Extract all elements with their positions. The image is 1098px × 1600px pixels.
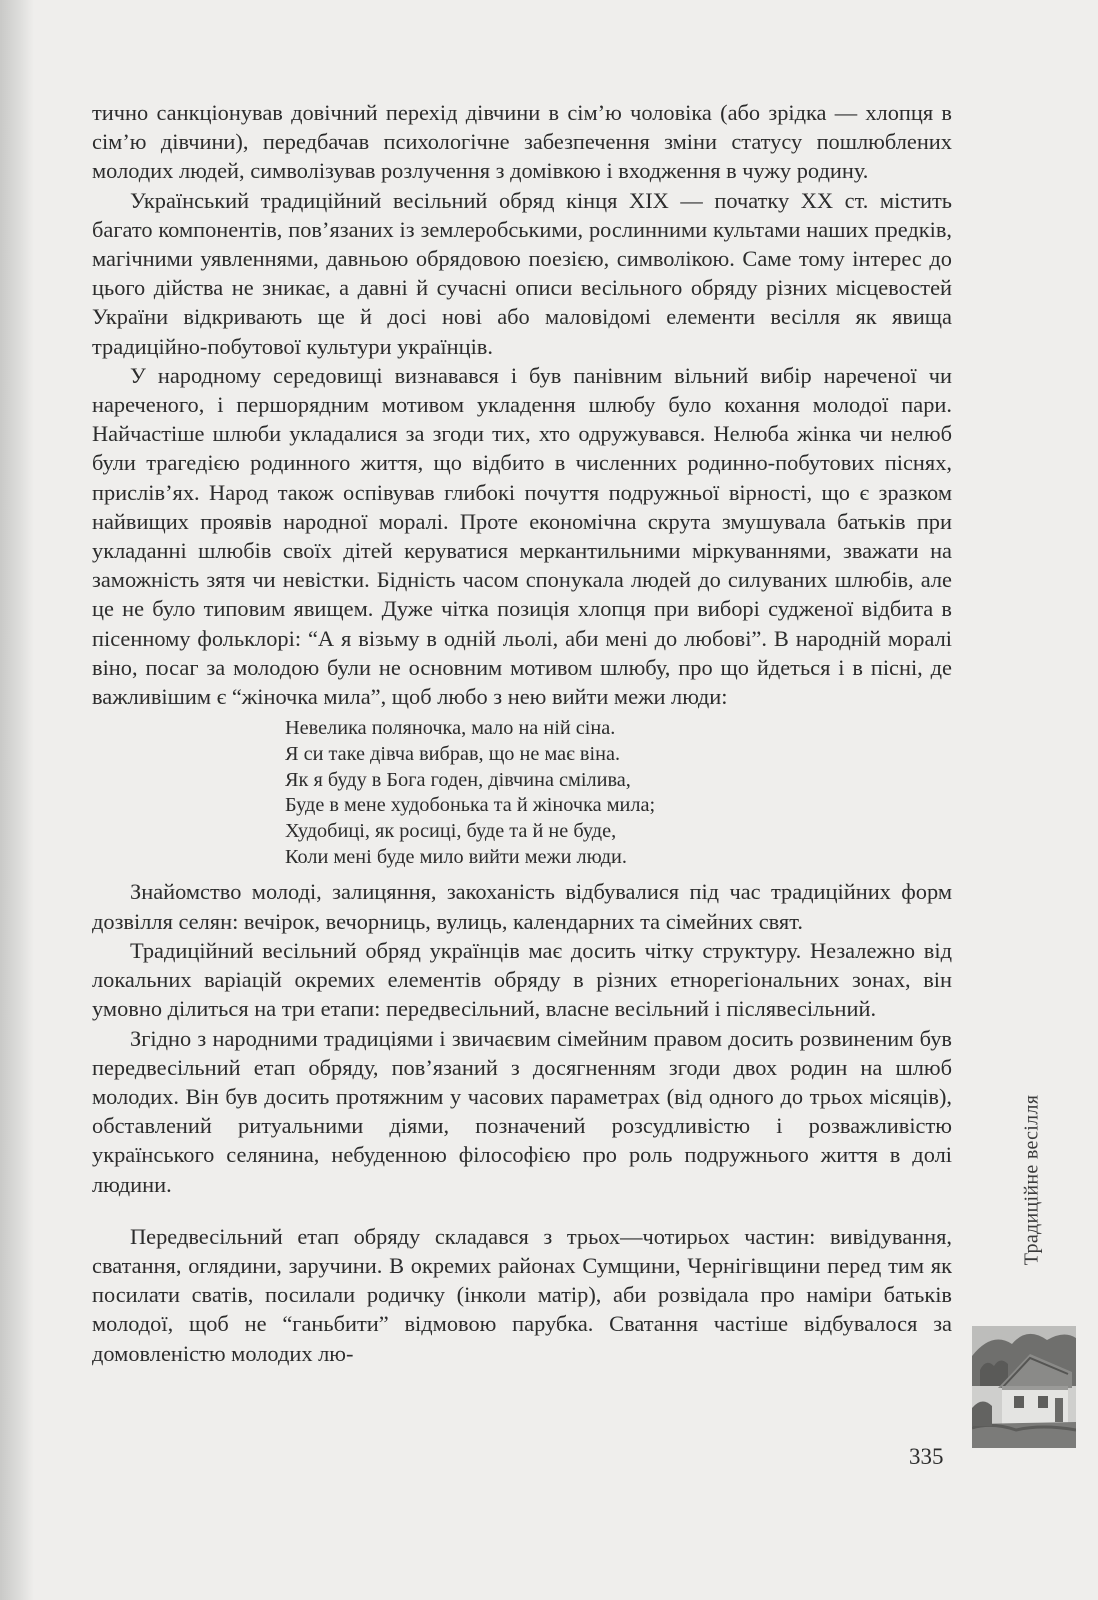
paragraph: Згідно з народними традиціями і звичаєвим сімейним правом досить розвиненим був передвесільний етап обряду, пов’язаний з досягненням згоди двох родин на шлюб молодих. Він був досить протяжним у часових параметрах (від одного до трьох місяців), обставлений ритуальними діями, позначений розсудливістю і розважливістю українського селянина, небуденною філософією про роль подружнього життя в долі людини. <box>92 1025 952 1197</box>
verse-line: Невелика поляночка, мало на ній сіна. <box>285 717 616 740</box>
section-tab-label: Традиційне весілля <box>1020 1094 1043 1266</box>
paragraph: Український традиційний весільний обряд кінця XIX — початку XX ст. містить багато компонентів, пов’язаних із землеробськими, рослинними культами наших предків, магічними уявленнями, давньою обрядовою поезією, символікою. Саме тому інтерес до цього дійства не зникає, а давні й сучасні описи весільного обряду різних місцевостей України відкривають ще й досі нові або маловідомі елементи весілля як явища традиційно-побутової культури українців. <box>92 187 952 359</box>
verse-line: Худобиці, як росиці, буде та й не буде, <box>285 820 617 843</box>
section-tab <box>1002 1060 1062 1300</box>
paragraph: Передвесільний етап обряду складався з трьох—чотирьох частин: вивідування, сватання, оглядини, заручини. В окремих районах Сумщини, Чернігівщини перед тим як посилати сватів, посилали родичку (інколи матір), аби розвідала про наміри батьків молодої, щоб не “ганьбити” відмовою парубка. Сватання частіше відбувалося за домовленістю молодих лю- <box>92 1223 952 1366</box>
verse-line: Буде в мене худобонька та й жіночка мила; <box>285 794 656 817</box>
verse-line: Як я буду в Бога годен, дівчина смілива, <box>285 768 631 791</box>
page-number: 335 <box>909 1444 944 1469</box>
page-body <box>92 98 952 1368</box>
song-verse <box>285 716 952 870</box>
paragraph: У народному середовищі визнавався і був панівним вільний вибір нареченої чи нареченого, і першорядним мотивом укладення шлюбу було кохання молодої пари. Найчастіше шлюби укладалися за згоди тих, хто одружувався. Нелюба жінка чи нелюб були трагедією родинного життя, що відбито в численних родинно-побутових піснях, прислів’ях. Народ також оспівував глибокі почуття подружньої вірності, що є зразком найвищих проявів народної моралі. Проте економічна скрута змушувала батьків при укладанні шлюбів своїх дітей керуватися меркантильними міркуваннями, зважати на заможність зятя чи невістки. Бідність часом спонукала людей до силуваних шлюбів, але це не було типовим явищем. Дуже чітка позиція хлопця при виборі судженої відбита в пісенному фольклорі: “А я візьму в одній льолі, аби мені до любові”. В народній моралі віно, посаг за молодою були не основним мотивом шлюбу, про що йдеться і в пісні, де важливішим є “жіночка мила”, щоб любо з нею вийти межи люди: <box>92 362 952 710</box>
binding-shadow <box>0 0 34 1600</box>
paragraph-continuation: тично санкціонував довічний перехід дівчини в сім’ю чоловіка (або зрідка — хлопця в сім’ю дівчини), передбачав психологічне забезпечення зміни статусу пошлюблених молодих людей, символізував розлучення з домівкою і входження в чужу родину. <box>92 100 952 184</box>
paragraph: Традиційний весільний обряд українців має досить чітку структуру. Незалежно від локальних варіацій окремих елементів обряду в різних етнорегіональних зонах, він умовно ділиться на три етапи: передвесільний, власне весільний і післявесільний. <box>92 937 952 1022</box>
paragraph: Знайомство молоді, залицяння, закоханість відбувалися під час традиційних форм дозвілля селян: вечірок, вечорниць, вулиць, календарних та сімейних свят. <box>92 879 952 934</box>
verse-line: Коли мені буде мило вийти межи люди. <box>285 845 627 868</box>
verse-line: Я си таке дівча вибрав, що не має віна. <box>285 742 621 765</box>
village-house-image <box>972 1326 1076 1448</box>
village-house-illustration <box>972 1326 1076 1448</box>
